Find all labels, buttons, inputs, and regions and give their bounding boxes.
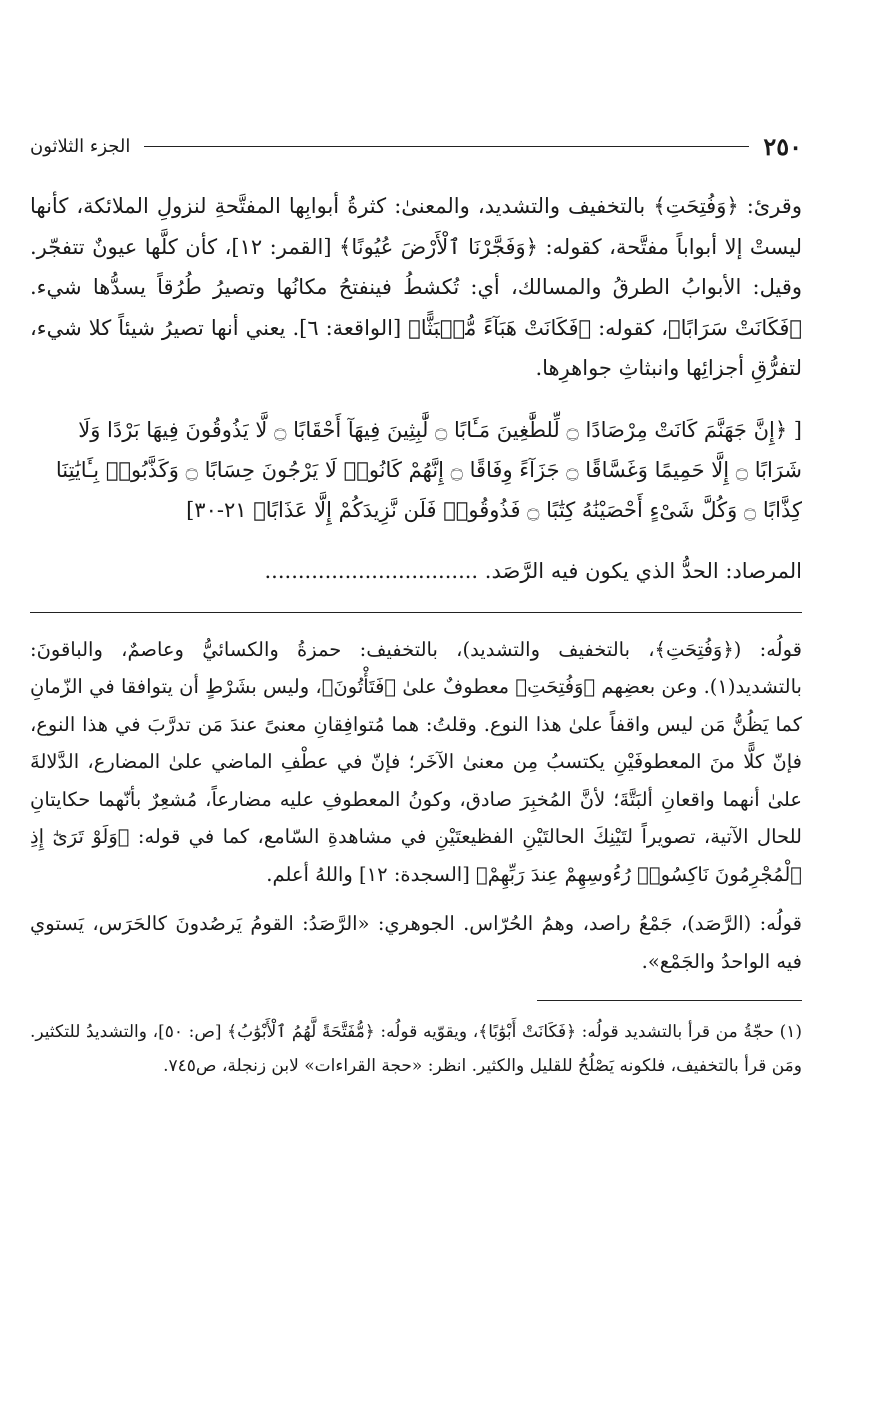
footnote-divider [537, 1000, 802, 1001]
commentary-paragraph: قولُه: (الرَّصَد)، جَمْعُ راصد، وهمُ الحُرّاس. الجوهري: «الرَّصَدُ: القومُ يَرصُدونَ كالحَرَس، يَستوي فيه الواحدُ والجَمْع». [30, 912, 802, 973]
commentary [30, 631, 802, 981]
footnote-1: (١) حجّةُ من قرأ بالتشديد قولُه: ﴿فَكَانَتْ أَبْوَٰبًا﴾، ويقوّيه قولُه: ﴿مُّفَتَّحَةً لَّهُمُ ٱلْأَبْوَٰبُ﴾ [ص: ٥٠]، والتشديدُ للتكثير. ومَن قرأ بالتخفيف، فلكونه يَصْلُحُ للقليل والكثير. انظر: «حجة القراءات» لابن زنجلة، ص٧٤٥. [30, 1022, 802, 1076]
main-paragraph: وقرئ: ﴿وَفُتِحَتِ﴾ بالتخفيف والتشديد، والمعنىٰ: كثرةُ أبوابِها المفتَّحةِ لنزولِ الملائكة، كأنها ليستْ إلا أبواباً مفتَّحة، كقوله: ﴿وَفَجَّرْنَا ٱلْأَرْضَ عُيُونًا﴾ [القمر: ١٢]، كأن كلَّها عيونٌ تتفجّر. وقيل: الأبوابُ الطرقُ والمسالك، أي: تُكشطُ فينفتحُ مكانُها وتصيرُ طُرُقاً يسدُّها شيء. ﴿فَكَانَتْ سَرَابًا﴾، كقوله: ﴿فَكَانَتْ هَبَآءً مُّنۢبَثًّا﴾ [الواقعة: ٦]. يعني أنها تصيرُ شيئاً كلا شيء، لتفرُّقِ أجزائِها وانبثاثِ جواهرِها. [30, 194, 802, 380]
main-text [30, 186, 802, 389]
gloss-text: المرصاد: الحدُّ الذي يكون فيه الرَّصَد. [484, 558, 802, 583]
verse-text: [ ﴿إِنَّ جَهَنَّمَ كَانَتْ مِرْصَادًا ۝ لِّلطَّٰغِينَ مَـَٔابًا ۝ لَّٰبِثِينَ فِيهَآ أَحْقَابًا ۝ لَّا يَذُوقُونَ فِيهَا بَرْدًا وَلَا شَرَابًا ۝ إِلَّا حَمِيمًا وَغَسَّاقًا ۝ جَزَآءً وِفَاقًا ۝ إِنَّهُمْ كَانُوا۟ لَا يَرْجُونَ حِسَابًا ۝ وَكَذَّبُوا۟ بِـَٔايَٰتِنَا كِذَّابًا ۝ وَكُلَّ شَىْءٍ أَحْصَيْنَٰهُ كِتَٰبًا ۝ فَذُوقُوا۟ فَلَن نَّزِيدَكُمْ إِلَّا عَذَابًا﴾ ٢١-٣٠] [55, 417, 802, 522]
header-rule [144, 146, 749, 147]
book-page [30, 128, 802, 1083]
word-gloss [30, 551, 802, 591]
commentary-paragraph: قولُه: (﴿وَفُتِحَتِ﴾، بالتخفيف والتشديد)، بالتخفيف: حمزةُ والكسائيُّ وعاصمٌ، والباقونَ: بالتشديد(١). وعن بعضِهم ﴿وَفُتِحَتِ﴾ معطوفٌ علىٰ ﴿فَتَأْتُونَ﴾، وليس بشَرْطٍ أن يتوافقا في الزّمانِ كما يَظُنُّ مَن ليس واقفاً علىٰ هذا النوع. وقلتُ: هما مُتوافِقانِ معنىً عندَ مَن تدرَّبَ في هذا النوع، فإنّ كلًّا منَ المعطوفَيْنِ يكتسبُ مِن معنىٰ الآخَر؛ فإنّ في عطْفِ الماضي علىٰ المضارع، الدَّلالةَ علىٰ أنهما واقعانِ ألبَتَّةَ؛ لأنَّ المُخبِرَ صادق، وكونُ المعطوفِ عليه مضارعاً، مُشعِرٌ بأنّهما حكايتانِ للحال الآتية، تصويراً لتَيْنِكَ الحالتَيْنِ الفظيعتَيْنِ في مشاهدةِ السّامع، كما في قوله: ﴿وَلَوْ تَرَىٰٓ إِذِ ٱلْمُجْرِمُونَ نَاكِسُوا۟ رُءُوسِهِمْ عِندَ رَبِّهِمْ﴾ [السجدة: ١٢] واللهُ أعلم. [30, 637, 802, 886]
part-title: الجزء الثلاثون [30, 135, 131, 157]
footnotes [30, 1015, 802, 1083]
running-header [30, 128, 802, 164]
page-number: ٢٥٠ [763, 131, 802, 161]
quran-verses [30, 410, 802, 530]
section-divider [30, 612, 802, 613]
gloss-dots: ................................ [264, 558, 479, 583]
